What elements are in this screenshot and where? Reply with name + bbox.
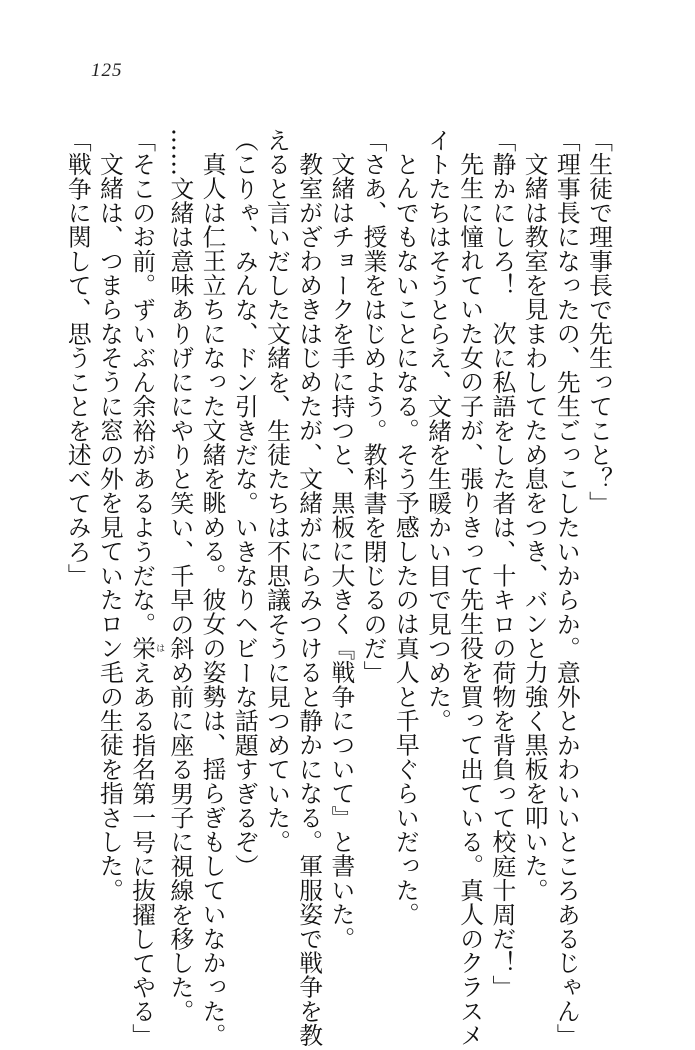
text-line: 文緒はチョークを手に持つと、黒板に大きく『戦争について』と書いた。 <box>327 151 356 951</box>
text-line: 文緒は教室を見まわしてため息をつき、バンと力強く黒板を叩いた。 <box>520 151 549 902</box>
text-line: ……文緒は意味ありげににやりと笑い、千早の斜め前に座る男子に視線を移した。 <box>166 128 195 1024</box>
text-line: 「さあ、授業をはじめよう。教科書を閉じるのだ」 <box>359 128 388 685</box>
text-line: 真人は仁王立ちになった文緒を眺める。彼女の姿勢は、揺らぎもしていなかった。 <box>198 151 227 1048</box>
text-line: 先生に憧れていた女の子が、張りきって先生役を買って出ている。真人のクラスメ <box>456 151 485 1048</box>
text-line: 教室がざわめきはじめたが、文緒がにらみつけると静かになる。軍服姿で戦争を教 <box>295 151 324 1048</box>
text-line: 「そこのお前。ずいぶん余裕があるようだな。栄はえある指名第一号に抜擢してやる」 <box>128 128 165 1048</box>
text-line: 「理事長になったの、先生ごっこしたいからか。意外とかわいいところあるじゃん」 <box>552 128 581 1048</box>
text-line: 「静かにしろ！ 次に私語をした者は、十キロの荷物を背負って校庭十周だ！」 <box>488 128 517 1000</box>
text-line: 「戦争に関して、思うことを述べてみろ」 <box>63 128 92 588</box>
text-line: イトたちはそうとらえ、文緒を生暖かい目で見つめた。 <box>423 128 452 733</box>
text-line: えると言いだした文緒を、生徒たちは不思議そうに見つめていた。 <box>262 128 291 854</box>
ruby-reading: は <box>154 636 165 661</box>
page-number: 125 <box>91 60 123 81</box>
text-line: 「生徒で理事長で先生ってこと？」 <box>585 128 613 516</box>
text-line: （こりゃ、みんな、ドン引きだな。いきなりヘビーな話題すぎるぞ） <box>230 128 259 879</box>
text-line: とんでもないことになる。そう予感したのは真人と千早ぐらいだった。 <box>391 151 420 927</box>
vertical-text-block <box>62 128 615 1048</box>
ruby-annotation: 栄は <box>128 636 165 661</box>
text-line: 文緒は、つまらなそうに窓の外を見ていたロン毛の生徒を指さした。 <box>95 151 124 902</box>
